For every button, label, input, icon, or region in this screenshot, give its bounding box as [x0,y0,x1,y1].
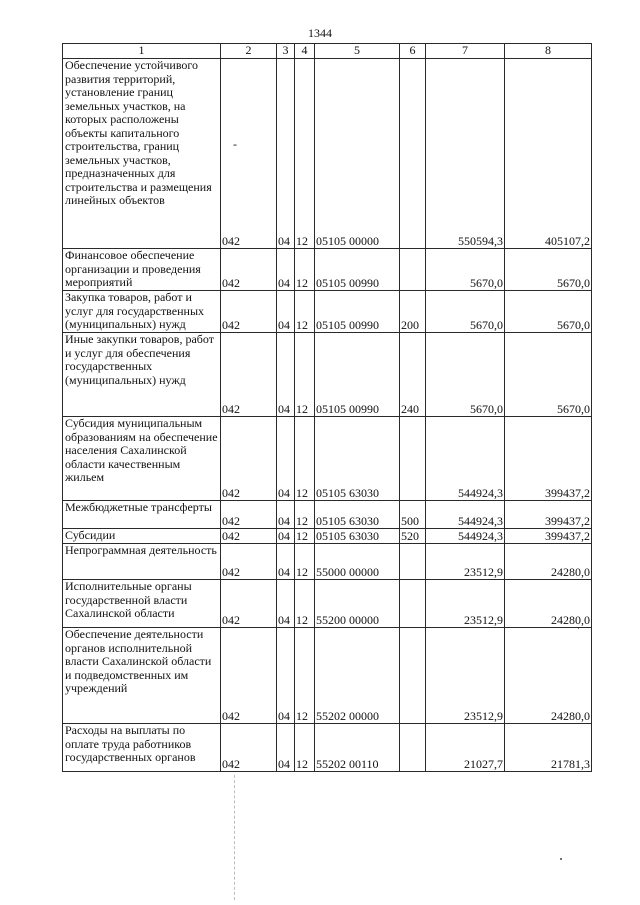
stray-mark: - [233,137,237,151]
ministry-code: 042 [221,249,277,291]
row-name: Финансовое обеспечение организации и проведения мероприятий [63,249,221,291]
amount-year-1: 544924,3 [426,529,505,544]
margin-line [234,775,235,900]
ministry-code: 042 [221,417,277,501]
amount-year-2: 399437,2 [505,417,592,501]
subsection-code: 12 [295,333,315,417]
section-code: 04 [277,580,295,628]
column-header: 2 [221,44,277,59]
row-name: Обеспечение деятельности органов исполнительной власти Сахалинской области и подведомственных им учреждений [63,628,221,724]
amount-year-2: 5670,0 [505,291,592,333]
target-article-code: 55200 00000 [315,580,400,628]
expense-type-code: 240 [400,333,426,417]
column-header: 5 [315,44,400,59]
section-code: 04 [277,59,295,249]
ministry-code: 042 [221,333,277,417]
subsection-code: 12 [295,417,315,501]
expense-type-code [400,249,426,291]
table-row [63,580,592,628]
section-code: 04 [277,291,295,333]
table-row [63,501,592,529]
amount-year-1: 5670,0 [426,291,505,333]
expense-type-code [400,724,426,772]
amount-year-2: 21781,3 [505,724,592,772]
amount-year-1: 550594,3 [426,59,505,249]
amount-year-1: 23512,9 [426,628,505,724]
section-code: 04 [277,544,295,580]
amount-year-2: 399437,2 [505,501,592,529]
expense-type-code: 200 [400,291,426,333]
target-article-code: 05105 63030 [315,417,400,501]
column-header: 6 [400,44,426,59]
expense-type-code [400,417,426,501]
expense-type-code [400,59,426,249]
expense-type-code [400,580,426,628]
table-row [63,724,592,772]
ministry-code: 042 [221,628,277,724]
table-row [63,529,592,544]
column-header: 3 [277,44,295,59]
amount-year-1: 23512,9 [426,544,505,580]
target-article-code: 55202 00000 [315,628,400,724]
ministry-code: 042 [221,501,277,529]
section-code: 04 [277,628,295,724]
amount-year-1: 5670,0 [426,249,505,291]
section-code: 04 [277,724,295,772]
page-number: 1344 [308,26,332,40]
amount-year-2: 24280,0 [505,544,592,580]
row-name: Субсидии [63,529,221,544]
column-header: 8 [505,44,592,59]
target-article-code: 05105 63030 [315,501,400,529]
subsection-code: 12 [295,724,315,772]
amount-year-2: 5670,0 [505,333,592,417]
section-code: 04 [277,333,295,417]
target-article-code: 55000 00000 [315,544,400,580]
ministry-code: 042 [221,724,277,772]
ministry-code: 042 [221,544,277,580]
table-body [63,44,592,772]
table-row [63,249,592,291]
table-row [63,544,592,580]
row-name: Закупка товаров, работ и услуг для государственных (муниципальных) нужд [63,291,221,333]
row-name: Иные закупки товаров, работ и услуг для обеспечения государственных (муниципальных) нужд [63,333,221,417]
subsection-code: 12 [295,544,315,580]
amount-year-2: 405107,2 [505,59,592,249]
amount-year-1: 544924,3 [426,501,505,529]
table-row [63,291,592,333]
amount-year-2: 24280,0 [505,580,592,628]
ministry-code: 042 [221,59,277,249]
column-header: 7 [426,44,505,59]
target-article-code: 05105 00990 [315,249,400,291]
row-name: Межбюджетные трансферты [63,501,221,529]
table-row [63,59,592,249]
expense-type-code [400,544,426,580]
row-name: Исполнительные органы государственной власти Сахалинской области [63,580,221,628]
subsection-code: 12 [295,580,315,628]
expense-type-code: 520 [400,529,426,544]
ministry-code: 042 [221,529,277,544]
section-code: 04 [277,417,295,501]
row-name: Расходы на выплаты по оплате труда работников государственных органов [63,724,221,772]
amount-year-2: 24280,0 [505,628,592,724]
expense-type-code: 500 [400,501,426,529]
amount-year-1: 544924,3 [426,417,505,501]
amount-year-1: 5670,0 [426,333,505,417]
expense-type-code [400,628,426,724]
target-article-code: 55202 00110 [315,724,400,772]
column-header: 4 [295,44,315,59]
table-row [63,628,592,724]
header-row [63,44,592,59]
table-row [63,417,592,501]
row-name: Непрограммная деятельность [63,544,221,580]
amount-year-1: 21027,7 [426,724,505,772]
ministry-code: 042 [221,291,277,333]
scan-speck [578,628,579,629]
scan-speck [560,858,562,860]
column-header: 1 [63,44,221,59]
target-article-code: 05105 63030 [315,529,400,544]
section-code: 04 [277,249,295,291]
row-name: Обеспечение устойчивого развития территорий, установление границ земельных участков, на которых расположены объекты капитального строительства, границ земельных участков, предназначенных для строительства и размещения линейных объектов [63,59,221,249]
amount-year-2: 5670,0 [505,249,592,291]
target-article-code: 05105 00990 [315,291,400,333]
subsection-code: 12 [295,628,315,724]
subsection-code: 12 [295,529,315,544]
subsection-code: 12 [295,501,315,529]
subsection-code: 12 [295,249,315,291]
ministry-code: 042 [221,580,277,628]
table-row [63,333,592,417]
target-article-code: 05105 00000 [315,59,400,249]
subsection-code: 12 [295,291,315,333]
amount-year-2: 399437,2 [505,529,592,544]
amount-year-1: 23512,9 [426,580,505,628]
budget-table [62,43,592,772]
section-code: 04 [277,529,295,544]
target-article-code: 05105 00990 [315,333,400,417]
row-name: Субсидия муниципальным образованиям на обеспечение населения Сахалинской области качественным жильем [63,417,221,501]
section-code: 04 [277,501,295,529]
subsection-code: 12 [295,59,315,249]
